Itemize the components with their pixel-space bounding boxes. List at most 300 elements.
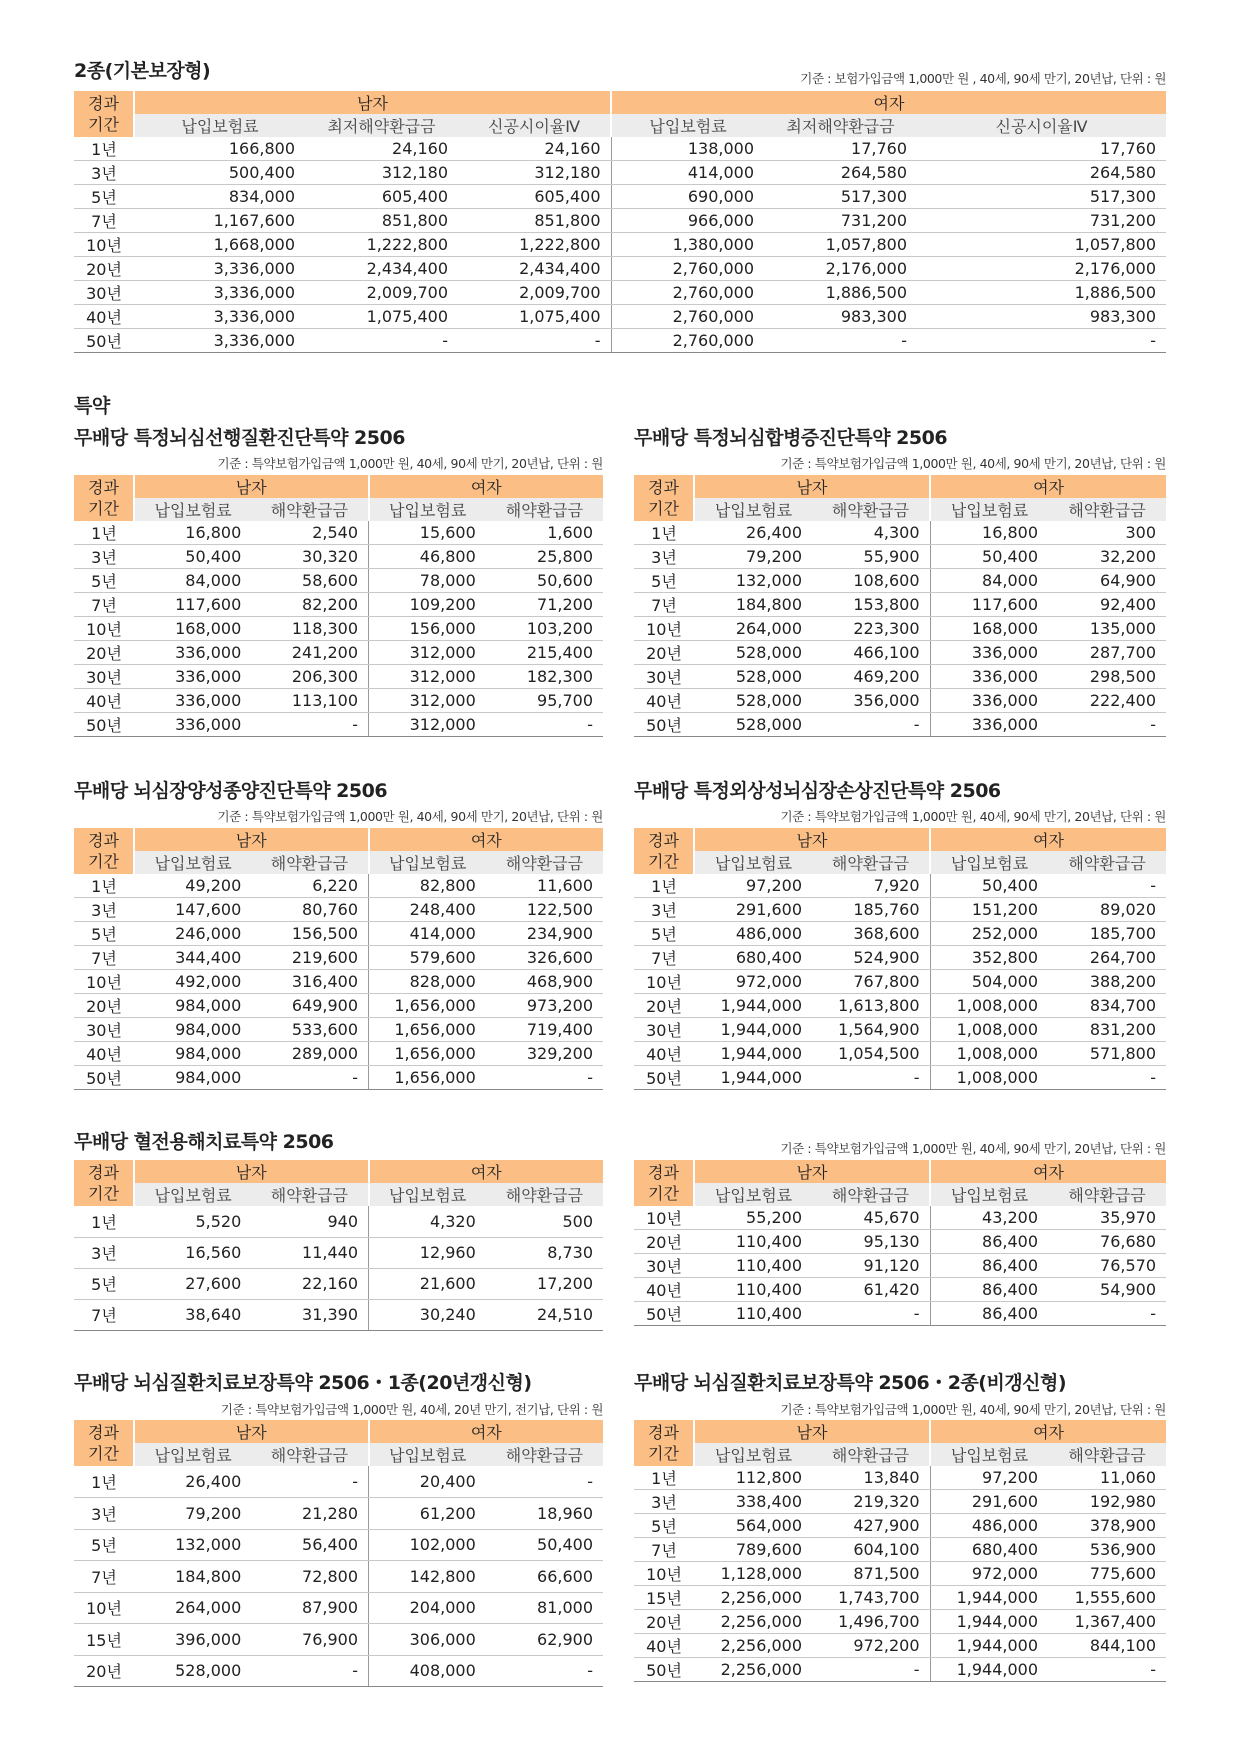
- value-cell: -: [251, 1066, 368, 1090]
- value-cell: 81,000: [486, 1592, 603, 1624]
- table-row: [634, 874, 1166, 898]
- value-cell: 50,600: [486, 569, 603, 593]
- value-cell: 605,400: [305, 185, 458, 209]
- value-cell: 50,400: [930, 874, 1048, 898]
- period-header: 경과 기간: [74, 828, 134, 874]
- value-cell: 3,336,000: [134, 305, 305, 329]
- value-cell: 16,800: [930, 521, 1048, 545]
- period-cell: 3년: [634, 1490, 694, 1514]
- table-row: [74, 521, 603, 545]
- value-cell: -: [251, 1466, 368, 1498]
- value-cell: 184,800: [134, 1561, 251, 1593]
- female-header: 여자: [930, 828, 1166, 851]
- refund-header: 해약환급금: [251, 1443, 368, 1466]
- value-cell: 1,008,000: [930, 994, 1048, 1018]
- value-cell: 1,944,000: [930, 1634, 1048, 1658]
- value-cell: 536,900: [1048, 1538, 1166, 1562]
- value-cell: 492,000: [134, 970, 251, 994]
- value-cell: 312,000: [369, 641, 486, 665]
- value-cell: -: [486, 713, 603, 737]
- period-cell: 10년: [74, 1592, 134, 1624]
- value-cell: 5,520: [134, 1206, 251, 1237]
- value-cell: 132,000: [694, 569, 812, 593]
- period-cell: 40년: [634, 1634, 694, 1658]
- value-cell: 851,800: [305, 209, 458, 233]
- value-cell: 55,900: [812, 545, 930, 569]
- value-cell: 17,200: [486, 1268, 603, 1299]
- value-cell: 46,800: [369, 545, 486, 569]
- table-row: [74, 617, 603, 641]
- table-row: [634, 1538, 1166, 1562]
- value-cell: 326,600: [486, 946, 603, 970]
- premium-header: 납입보험료: [930, 1183, 1048, 1206]
- period-cell: 20년: [634, 1610, 694, 1634]
- min-refund-header: 최저해약환급금: [764, 114, 917, 137]
- period-cell: 3년: [74, 1498, 134, 1530]
- period-cell: 40년: [74, 1042, 134, 1066]
- value-cell: 828,000: [369, 970, 486, 994]
- value-cell: 11,060: [1048, 1466, 1166, 1490]
- premium-header: 납입보험료: [134, 1183, 251, 1206]
- value-cell: 789,600: [694, 1538, 812, 1562]
- value-cell: 336,000: [930, 641, 1048, 665]
- value-cell: 940: [251, 1206, 368, 1237]
- rider-note-3: 기준 : 특약보험가입금액 1,000만 원, 40세, 90세 만기, 20년납, 단위 : 원: [217, 809, 603, 824]
- male-header: 남자: [134, 1160, 369, 1183]
- value-cell: 834,700: [1048, 994, 1166, 1018]
- value-cell: 466,100: [812, 641, 930, 665]
- value-cell: 168,000: [930, 617, 1048, 641]
- period-header: 경과 기간: [74, 1420, 134, 1466]
- value-cell: 844,100: [1048, 1634, 1166, 1658]
- value-cell: 775,600: [1048, 1562, 1166, 1586]
- value-cell: 973,200: [486, 994, 603, 1018]
- period-header: 경과 기간: [74, 1160, 134, 1206]
- value-cell: 378,900: [1048, 1514, 1166, 1538]
- value-cell: 3,336,000: [134, 329, 305, 353]
- value-cell: 306,000: [369, 1624, 486, 1656]
- period-header: 경과 기간: [74, 91, 134, 137]
- value-cell: 76,570: [1048, 1254, 1166, 1278]
- value-cell: 92,400: [1048, 593, 1166, 617]
- value-cell: 86,400: [930, 1302, 1048, 1326]
- table-row: [74, 161, 1166, 185]
- period-cell: 1년: [74, 1206, 134, 1237]
- value-cell: 84,000: [930, 569, 1048, 593]
- value-cell: -: [305, 329, 458, 353]
- value-cell: -: [251, 1655, 368, 1687]
- value-cell: 1,054,500: [812, 1042, 930, 1066]
- value-cell: 50,400: [930, 545, 1048, 569]
- value-cell: 156,000: [369, 617, 486, 641]
- value-cell: 983,300: [764, 305, 917, 329]
- value-cell: 368,600: [812, 922, 930, 946]
- value-cell: 336,000: [930, 713, 1048, 737]
- table-row: [74, 1498, 603, 1530]
- table-row: [634, 1586, 1166, 1610]
- value-cell: 142,800: [369, 1561, 486, 1593]
- value-cell: 2,009,700: [458, 281, 611, 305]
- value-cell: 4,320: [369, 1206, 486, 1237]
- premium-header: 납입보험료: [930, 498, 1048, 521]
- premium-header: 납입보험료: [134, 114, 305, 137]
- rider-table-6: [634, 1160, 1166, 1326]
- value-cell: 16,560: [134, 1237, 251, 1268]
- period-cell: 20년: [634, 1230, 694, 1254]
- value-cell: 300: [1048, 521, 1166, 545]
- value-cell: 2,176,000: [917, 257, 1166, 281]
- value-cell: 35,970: [1048, 1206, 1166, 1230]
- period-cell: 7년: [74, 1561, 134, 1593]
- value-cell: 336,000: [930, 689, 1048, 713]
- table-row: [634, 1610, 1166, 1634]
- period-header: 경과 기간: [634, 828, 694, 874]
- period-cell: 20년: [634, 641, 694, 665]
- table-row: [634, 593, 1166, 617]
- table-row: [634, 545, 1166, 569]
- value-cell: 1,496,700: [812, 1610, 930, 1634]
- main-table: [74, 91, 1166, 353]
- value-cell: 20,400: [369, 1466, 486, 1498]
- period-header: 경과 기간: [74, 475, 134, 521]
- value-cell: 1,564,900: [812, 1018, 930, 1042]
- value-cell: 316,400: [251, 970, 368, 994]
- value-cell: 241,200: [251, 641, 368, 665]
- refund-header: 해약환급금: [1048, 1183, 1166, 1206]
- table-row: [74, 1042, 603, 1066]
- value-cell: 122,500: [486, 898, 603, 922]
- period-cell: 1년: [74, 137, 134, 161]
- value-cell: 110,400: [694, 1254, 812, 1278]
- value-cell: 82,200: [251, 593, 368, 617]
- value-cell: -: [486, 1066, 603, 1090]
- value-cell: 533,600: [251, 1018, 368, 1042]
- value-cell: 50,400: [486, 1529, 603, 1561]
- value-cell: -: [764, 329, 917, 353]
- value-cell: 3,336,000: [134, 257, 305, 281]
- value-cell: 219,600: [251, 946, 368, 970]
- value-cell: 427,900: [812, 1514, 930, 1538]
- value-cell: 97,200: [694, 874, 812, 898]
- value-cell: 89,020: [1048, 898, 1166, 922]
- value-cell: 26,400: [694, 521, 812, 545]
- value-cell: 66,600: [486, 1561, 603, 1593]
- value-cell: 336,000: [134, 689, 251, 713]
- value-cell: 252,000: [930, 922, 1048, 946]
- table-row: [634, 1490, 1166, 1514]
- value-cell: 2,256,000: [694, 1634, 812, 1658]
- table-row: [74, 185, 1166, 209]
- table-row: [634, 1278, 1166, 1302]
- value-cell: 414,000: [611, 161, 764, 185]
- refund-header: 해약환급금: [1048, 1443, 1166, 1466]
- table-row: [74, 329, 1166, 353]
- value-cell: 26,400: [134, 1466, 251, 1498]
- value-cell: 731,200: [764, 209, 917, 233]
- period-cell: 50년: [74, 329, 134, 353]
- value-cell: 49,200: [134, 874, 251, 898]
- value-cell: 396,000: [134, 1624, 251, 1656]
- value-cell: 352,800: [930, 946, 1048, 970]
- value-cell: 56,400: [251, 1529, 368, 1561]
- rider-note-2: 기준 : 특약보험가입금액 1,000만 원, 40세, 90세 만기, 20년납, 단위 : 원: [780, 456, 1166, 471]
- premium-header: 납입보험료: [369, 1443, 486, 1466]
- value-cell: 1,944,000: [930, 1658, 1048, 1682]
- value-cell: 1,057,800: [764, 233, 917, 257]
- value-cell: 204,000: [369, 1592, 486, 1624]
- period-cell: 5년: [74, 185, 134, 209]
- table-row: [634, 569, 1166, 593]
- period-cell: 1년: [634, 521, 694, 545]
- period-cell: 30년: [634, 1254, 694, 1278]
- value-cell: 135,000: [1048, 617, 1166, 641]
- value-cell: 1,008,000: [930, 1042, 1048, 1066]
- value-cell: 2,760,000: [611, 257, 764, 281]
- value-cell: 21,280: [251, 1498, 368, 1530]
- period-cell: 1년: [74, 1466, 134, 1498]
- value-cell: 338,400: [694, 1490, 812, 1514]
- value-cell: 95,130: [812, 1230, 930, 1254]
- value-cell: -: [812, 1658, 930, 1682]
- value-cell: 528,000: [694, 665, 812, 689]
- value-cell: 31,390: [251, 1299, 368, 1330]
- value-cell: 312,180: [305, 161, 458, 185]
- value-cell: 79,200: [694, 545, 812, 569]
- premium-header: 납입보험료: [134, 851, 251, 874]
- period-cell: 5년: [74, 1529, 134, 1561]
- value-cell: 834,000: [134, 185, 305, 209]
- value-cell: 102,000: [369, 1529, 486, 1561]
- period-cell: 7년: [634, 1538, 694, 1562]
- female-header: 여자: [930, 475, 1166, 498]
- value-cell: 1,886,500: [764, 281, 917, 305]
- table-row: [634, 521, 1166, 545]
- table-row: [74, 641, 603, 665]
- period-cell: 5년: [634, 569, 694, 593]
- table-row: [74, 1018, 603, 1042]
- table-row: [634, 898, 1166, 922]
- refund-header: 해약환급금: [251, 1183, 368, 1206]
- table-row: [74, 874, 603, 898]
- value-cell: 336,000: [134, 665, 251, 689]
- value-cell: -: [917, 329, 1166, 353]
- table-row: [634, 665, 1166, 689]
- value-cell: 76,680: [1048, 1230, 1166, 1254]
- value-cell: 2,434,400: [458, 257, 611, 281]
- value-cell: 95,700: [486, 689, 603, 713]
- value-cell: 43,200: [930, 1206, 1048, 1230]
- value-cell: 72,800: [251, 1561, 368, 1593]
- period-cell: 3년: [74, 545, 134, 569]
- value-cell: 298,500: [1048, 665, 1166, 689]
- value-cell: 54,900: [1048, 1278, 1166, 1302]
- value-cell: 1,944,000: [694, 1066, 812, 1090]
- period-cell: 3년: [634, 898, 694, 922]
- period-cell: 10년: [634, 1562, 694, 1586]
- value-cell: 1,008,000: [930, 1066, 1048, 1090]
- value-cell: 192,980: [1048, 1490, 1166, 1514]
- value-cell: 151,200: [930, 898, 1048, 922]
- value-cell: 2,256,000: [694, 1586, 812, 1610]
- value-cell: 11,440: [251, 1237, 368, 1268]
- period-cell: 30년: [634, 665, 694, 689]
- table-row: [74, 1529, 603, 1561]
- value-cell: 287,700: [1048, 641, 1166, 665]
- value-cell: 1,656,000: [369, 1018, 486, 1042]
- value-cell: 103,200: [486, 617, 603, 641]
- table-row: [634, 970, 1166, 994]
- value-cell: 97,200: [930, 1466, 1048, 1490]
- value-cell: 649,900: [251, 994, 368, 1018]
- value-cell: 291,600: [930, 1490, 1048, 1514]
- period-cell: 40년: [634, 1042, 694, 1066]
- value-cell: 24,160: [458, 137, 611, 161]
- value-cell: 312,000: [369, 689, 486, 713]
- value-cell: 156,500: [251, 922, 368, 946]
- table-row: [74, 1592, 603, 1624]
- refund-header: 해약환급금: [251, 498, 368, 521]
- period-cell: 5년: [634, 1514, 694, 1538]
- value-cell: 215,400: [486, 641, 603, 665]
- table-row: [634, 922, 1166, 946]
- period-cell: 1년: [634, 874, 694, 898]
- table-row: [74, 970, 603, 994]
- refund-header: 해약환급금: [486, 1443, 603, 1466]
- period-header: 경과 기간: [634, 1160, 694, 1206]
- value-cell: 113,100: [251, 689, 368, 713]
- male-header: 남자: [694, 1160, 930, 1183]
- period-cell: 50년: [74, 1066, 134, 1090]
- period-cell: 1년: [74, 874, 134, 898]
- value-cell: 486,000: [930, 1514, 1048, 1538]
- refund-header: 해약환급금: [812, 498, 930, 521]
- value-cell: 1,886,500: [917, 281, 1166, 305]
- male-header: 남자: [134, 475, 369, 498]
- value-cell: 117,600: [134, 593, 251, 617]
- period-cell: 30년: [74, 665, 134, 689]
- table-row: [634, 1042, 1166, 1066]
- value-cell: 719,400: [486, 1018, 603, 1042]
- value-cell: 182,300: [486, 665, 603, 689]
- table-row: [74, 1561, 603, 1593]
- table-row: [634, 1018, 1166, 1042]
- value-cell: 1,600: [486, 521, 603, 545]
- value-cell: 264,580: [917, 161, 1166, 185]
- value-cell: 234,900: [486, 922, 603, 946]
- value-cell: 1,656,000: [369, 994, 486, 1018]
- male-header: 남자: [694, 828, 930, 851]
- period-cell: 7년: [74, 593, 134, 617]
- period-cell: 50년: [634, 1658, 694, 1682]
- value-cell: 1,222,800: [458, 233, 611, 257]
- premium-header: 납입보험료: [694, 851, 812, 874]
- value-cell: -: [1048, 874, 1166, 898]
- value-cell: 109,200: [369, 593, 486, 617]
- value-cell: 13,840: [812, 1466, 930, 1490]
- value-cell: 984,000: [134, 1066, 251, 1090]
- period-cell: 50년: [74, 713, 134, 737]
- value-cell: 1,367,400: [1048, 1610, 1166, 1634]
- value-cell: 84,000: [134, 569, 251, 593]
- value-cell: 983,300: [917, 305, 1166, 329]
- refund-header: 해약환급금: [812, 1183, 930, 1206]
- value-cell: 564,000: [694, 1514, 812, 1538]
- period-cell: 40년: [74, 305, 134, 329]
- value-cell: 45,670: [812, 1206, 930, 1230]
- table-row: [634, 617, 1166, 641]
- table-row: [74, 1624, 603, 1656]
- table-row: [634, 1514, 1166, 1538]
- value-cell: 2,760,000: [611, 329, 764, 353]
- value-cell: 12,960: [369, 1237, 486, 1268]
- table-row: [634, 1466, 1166, 1490]
- period-cell: 3년: [74, 898, 134, 922]
- value-cell: -: [1048, 713, 1166, 737]
- value-cell: 468,900: [486, 970, 603, 994]
- value-cell: 408,000: [369, 1655, 486, 1687]
- table-row: [74, 922, 603, 946]
- value-cell: 118,300: [251, 617, 368, 641]
- table-row: [634, 1254, 1166, 1278]
- period-cell: 7년: [634, 593, 694, 617]
- rider-title-3: 무배당 뇌심장양성종양진단특약 2506: [74, 780, 388, 802]
- refund-header: 해약환급금: [812, 851, 930, 874]
- value-cell: 579,600: [369, 946, 486, 970]
- value-cell: 1,743,700: [812, 1586, 930, 1610]
- value-cell: 76,900: [251, 1624, 368, 1656]
- period-cell: 7년: [74, 946, 134, 970]
- ratio-header: 신공시이율Ⅳ: [458, 114, 611, 137]
- value-cell: 264,580: [764, 161, 917, 185]
- premium-header: 납입보험료: [930, 851, 1048, 874]
- rider-title-5: 무배당 혈전용해치료특약 2506: [74, 1131, 334, 1153]
- value-cell: 264,700: [1048, 946, 1166, 970]
- male-header: 남자: [694, 475, 930, 498]
- value-cell: 851,800: [458, 209, 611, 233]
- period-cell: 5년: [634, 922, 694, 946]
- value-cell: -: [486, 1655, 603, 1687]
- rider-table-4: [634, 828, 1166, 1090]
- rider-note-4: 기준 : 특약보험가입금액 1,000만 원, 40세, 90세 만기, 20년납, 단위 : 원: [780, 809, 1166, 824]
- period-cell: 5년: [74, 569, 134, 593]
- value-cell: 291,600: [694, 898, 812, 922]
- value-cell: 132,000: [134, 1529, 251, 1561]
- period-cell: 20년: [74, 641, 134, 665]
- value-cell: 58,600: [251, 569, 368, 593]
- female-header: 여자: [369, 1420, 604, 1443]
- value-cell: 500: [486, 1206, 603, 1237]
- table-row: [74, 1066, 603, 1090]
- period-cell: 7년: [74, 1299, 134, 1330]
- table-row: [74, 1237, 603, 1268]
- value-cell: 966,000: [611, 209, 764, 233]
- value-cell: 223,300: [812, 617, 930, 641]
- value-cell: 528,000: [694, 689, 812, 713]
- value-cell: 336,000: [930, 665, 1048, 689]
- value-cell: 11,600: [486, 874, 603, 898]
- rider-table-3: [74, 828, 603, 1090]
- period-cell: 20년: [74, 1655, 134, 1687]
- value-cell: 64,900: [1048, 569, 1166, 593]
- premium-header: 납입보험료: [369, 498, 486, 521]
- table-row: [74, 994, 603, 1018]
- value-cell: 78,000: [369, 569, 486, 593]
- rider-table-5: [74, 1160, 603, 1331]
- value-cell: 1,057,800: [917, 233, 1166, 257]
- period-cell: 5년: [74, 1268, 134, 1299]
- value-cell: 7,920: [812, 874, 930, 898]
- main-title: 2종(기본보장형): [74, 60, 211, 82]
